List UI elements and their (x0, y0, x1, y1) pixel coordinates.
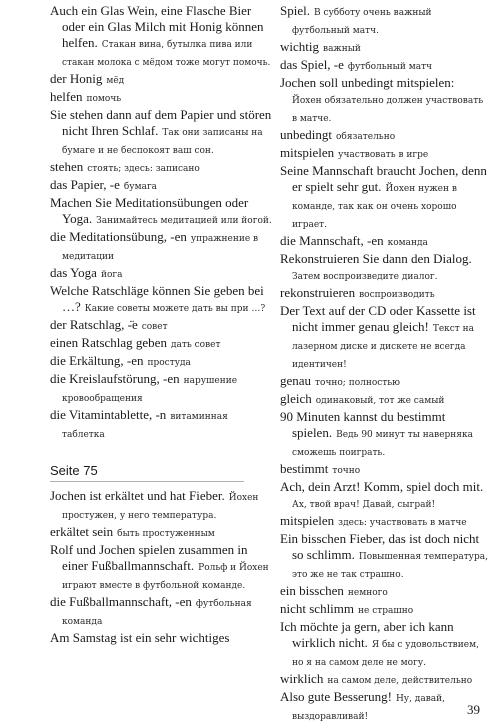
vocab-entry (50, 407, 272, 443)
german-text: die Erkältung, -en (50, 353, 144, 368)
german-text: Spiel. (280, 3, 310, 18)
vocab-list-left-2 (50, 488, 272, 646)
russian-translation: помочь (86, 94, 122, 104)
russian-translation: Занимайтесь медитацией или йогой. (96, 216, 272, 226)
german-text: Ich möchte ja gern, aber ich kann wirklich nicht. (280, 619, 454, 650)
german-text: Ach, dein Arzt! Komm, spiel doch mit. (280, 479, 484, 494)
german-text: Seine Mannschaft braucht Jochen, denn er spielt sehr gut. (280, 163, 487, 194)
russian-translation: немного (347, 588, 388, 598)
vocab-entry (50, 107, 272, 159)
vocab-entry (50, 283, 272, 317)
russian-translation: Ах, твой врач! Давай, сыграй! (292, 500, 436, 510)
russian-translation: на самом деле, действительно (327, 676, 473, 686)
german-text: die Vitamintablette, -n (50, 407, 167, 422)
vocab-entry (280, 163, 488, 233)
russian-translation: футбольный матч (347, 62, 432, 72)
german-text: Welche Ratschläge können Sie geben bei …? (50, 283, 264, 314)
russian-translation: нарушение кровообращения (62, 376, 238, 404)
vocab-entry (280, 583, 488, 601)
german-text: der Honig (50, 71, 103, 86)
vocab-entry (280, 127, 488, 145)
german-text: helfen (50, 89, 83, 104)
russian-translation: бумага (123, 182, 158, 192)
german-text: wirklich (280, 671, 324, 686)
section-heading: Seite 75 (50, 463, 244, 482)
russian-translation: Так они записаны на бумаге и не беспокоят ваш сон. (62, 128, 263, 156)
vocab-entry (280, 513, 488, 531)
russian-translation: Я бы с удовольствием, но я на самом деле не могу. (292, 640, 479, 668)
page-number: 39 (467, 702, 480, 717)
vocab-entry (280, 391, 488, 409)
vocab-entry (50, 524, 272, 542)
russian-translation: точно (332, 466, 361, 476)
german-text: wichtig (280, 39, 319, 54)
russian-translation: стоять; здесь: записано (87, 164, 200, 174)
vocab-entry (280, 479, 488, 513)
german-text: 90 Minuten kannst du bestimmt spielen. (280, 409, 446, 440)
russian-translation: быть простуженным (117, 529, 215, 539)
russian-translation: команда (387, 238, 428, 248)
german-text: Der Text auf der CD oder Kassette ist nicht immer genau gleich! (280, 303, 476, 334)
german-text: stehen (50, 159, 84, 174)
german-text: ein bisschen (280, 583, 344, 598)
russian-translation: здесь: участвовать в матче (338, 518, 467, 528)
russian-translation: точно; полностью (315, 378, 401, 388)
german-text: rekonstruieren (280, 285, 356, 300)
vocab-entry (50, 195, 272, 229)
german-text: der Ratschlag, -̈e (50, 317, 138, 332)
german-text: Machen Sie Meditationsübungen oder Yoga. (50, 195, 249, 226)
vocab-list-left (50, 3, 272, 443)
vocab-entry (280, 671, 488, 689)
russian-translation: участвовать в игре (338, 150, 429, 160)
russian-translation: В субботу очень важный футбольный матч. (292, 8, 432, 36)
vocab-entry (280, 601, 488, 619)
right-column (280, 3, 488, 725)
german-text: Rekonstruieren Sie dann den Dialog. (280, 251, 472, 266)
vocab-entry (50, 594, 272, 630)
russian-translation: важный (323, 44, 361, 54)
russian-translation: одинаковый, тот же самый (315, 396, 445, 406)
russian-translation: Рольф и Йохен играют вместе в футбольной команде. (62, 563, 269, 591)
vocab-entry (50, 89, 272, 107)
german-text: Auch ein Glas Wein, eine Flasche Bier oder ein Glas Milch mit Honig können helfen. (50, 3, 264, 50)
vocab-entry (280, 409, 488, 461)
vocab-entry (50, 542, 272, 594)
german-text: die Kreislaufstörung, -en (50, 371, 180, 386)
german-text: die Fußballmannschaft, -en (50, 594, 192, 609)
german-text: Sie stehen dann auf dem Papier und stören nicht Ihren Schlaf. (50, 107, 272, 138)
russian-translation: обязательно (336, 132, 396, 142)
vocab-entry (280, 461, 488, 479)
german-text: genau (280, 373, 312, 388)
german-text: Am Samstag ist ein sehr wichtiges (50, 630, 230, 645)
german-text: nicht schlimm (280, 601, 355, 616)
russian-translation: витаминная таблетка (62, 412, 228, 440)
vocab-entry (280, 3, 488, 39)
vocab-entry (280, 285, 488, 303)
vocab-entry (50, 335, 272, 353)
vocab-entry (50, 371, 272, 407)
russian-translation: Йохен нужен в команде, так как он очень хорошо играет. (292, 184, 457, 230)
vocab-entry (280, 75, 488, 127)
russian-translation: Стакан вина, бутылка пива или стакан молока с мёдом тоже могут помочь. (62, 40, 271, 68)
vocab-entry (280, 57, 488, 75)
russian-translation: совет (141, 322, 168, 332)
russian-translation: Затем воспроизведите диалог. (292, 272, 438, 282)
russian-translation: йога (100, 270, 123, 280)
german-text: bestimmt (280, 461, 329, 476)
russian-translation: Ведь 90 минут ты наверняка сможешь поиграть. (292, 430, 473, 458)
german-text: Jochen soll unbedingt mitspielen: (280, 75, 455, 90)
german-text: erkältet sein (50, 524, 114, 539)
german-text: die Mannschaft, -en (280, 233, 384, 248)
russian-translation: футбольная команда (62, 599, 252, 627)
russian-translation: упражнение в медитации (62, 234, 259, 262)
vocab-entry (280, 373, 488, 391)
vocab-entry (50, 317, 272, 335)
german-text: das Spiel, -e (280, 57, 344, 72)
vocab-entry (280, 303, 488, 373)
german-text: das Papier, -e (50, 177, 120, 192)
russian-translation: Йохен простужен, у него температура. (62, 493, 259, 521)
german-text: Also gute Besserung! (280, 689, 392, 704)
vocab-entry (280, 689, 488, 725)
vocab-entry (280, 531, 488, 583)
vocab-entry (280, 145, 488, 163)
german-text: das Yoga (50, 265, 97, 280)
russian-translation: Йохен обязательно должен участвовать в матче. (292, 96, 484, 124)
german-text: Ein bisschen Fieber, das ist doch nicht so schlimm. (280, 531, 480, 562)
vocab-entry (50, 265, 272, 283)
vocab-entry (50, 159, 272, 177)
vocab-entry (280, 619, 488, 671)
vocab-entry (280, 233, 488, 251)
russian-translation: Какие советы можете дать вы при …? (84, 304, 266, 314)
vocab-entry (50, 177, 272, 195)
russian-translation: простуда (147, 358, 191, 368)
vocab-entry (50, 630, 272, 646)
left-column (50, 3, 272, 646)
vocab-entry (280, 39, 488, 57)
vocab-list-right (280, 3, 488, 725)
russian-translation: Повышенная температура, это же не так страшно. (292, 552, 488, 580)
vocab-entry (50, 488, 272, 524)
vocab-entry (50, 3, 272, 71)
russian-translation: мёд (106, 76, 125, 86)
vocab-entry (280, 251, 488, 285)
german-text: die Meditationsübung, -en (50, 229, 187, 244)
german-text: mitspielen (280, 145, 335, 160)
russian-translation: не страшно (358, 606, 414, 616)
russian-translation: Текст на лазерном диске и дискете не всегда идентичен! (292, 324, 475, 370)
german-text: unbedingt (280, 127, 332, 142)
german-text: einen Ratschlag geben (50, 335, 167, 350)
german-text: Rolf und Jochen spielen zusammen in einer Fußballmannschaft. (50, 542, 248, 573)
vocab-entry (50, 229, 272, 265)
vocab-entry (50, 353, 272, 371)
german-text: Jochen ist erkältet und hat Fieber. (50, 488, 225, 503)
russian-translation: воспроизводить (359, 290, 435, 300)
russian-translation: Ну, давай, выздоравливай! (292, 694, 446, 722)
german-text: mitspielen (280, 513, 335, 528)
vocab-entry (50, 71, 272, 89)
german-text: gleich (280, 391, 312, 406)
russian-translation: дать совет (170, 340, 221, 350)
